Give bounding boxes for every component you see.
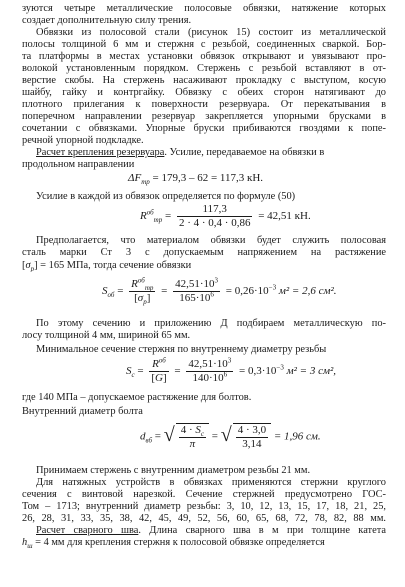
text-line: $[\sigma_р] = 165$ МПа, тогда сечение обвязки [22, 260, 192, 272]
text-line: плотного прилегания к поверхности резервуара. От перекатывания в [22, 99, 386, 110]
formula-bolt-diameter: $d_{вб}$ = √ $\frac{4 \cdot S_с}{\pi}$ = √ $\frac{4 \cdot 3,0}{3,14}$ = 1,96 см. [140, 424, 321, 450]
text-line: Том – 1713; внутренний диаметр резьбы: 3, 10, 12, 13, 15, 17, 18, 21, 25, [22, 501, 386, 512]
text-line: сочетании с обвязками. Упорные бруски прибиваются гвоздями к попе- [22, 123, 386, 134]
text-line: Принимаем стержень с внутренним диаметром резьбы 21 мм. [36, 465, 311, 476]
text-line: Предполагается, что материалом обвязки будет служить полосовая [36, 235, 386, 246]
text-line: Для натяжных устройств в обвязках применяются стержни круглого [36, 477, 386, 488]
text-line: зуются четыре металлические полосовые обвязки, натяжение которых [22, 3, 386, 14]
text-line: Расчет сварного шва. Длина сварного шва в м при толщине катета [36, 525, 386, 536]
text-line: лосу толщиной 4 мм, шириной 65 мм. [22, 330, 191, 341]
text-line: волокой установленным порядком. Стержень с резьбой вставляют в от- [22, 63, 386, 74]
text-line: поперечном направлении резервуар закрепляется упорными брусками в [22, 111, 386, 122]
text-line: где 140 МПа – допускаемое растяжение для болтов. [22, 392, 252, 403]
section-heading: Расчет сварного шва [36, 525, 139, 536]
text-line: продольном направлении [22, 159, 135, 170]
text-line: полосы толщиной 6 мм и стержня с резьбой, соединенных сваркой. Бор- [22, 39, 386, 50]
section-heading: Расчет крепления резервуара [36, 147, 165, 158]
text-line: речной упорной подкладке. [22, 135, 144, 146]
text-line: создает дополнительную силу трения. [22, 15, 192, 26]
formula-rod-section: $S_с$ = $\frac{R^{об}}{[G]}$ = $\frac{42,51\cdot 10^3}{140\cdot 10^6}$ = $0,3\cdot 10^{-3}$ м² = 3 см², [126, 356, 337, 384]
text-line: Минимальное сечение стержня по внутреннему диаметру резьбы [36, 344, 327, 355]
formula-force: $\Delta F_{тр} = 179,3 - 62 = 117,3$ кН. [128, 172, 264, 187]
text-line: Расчет крепления резервуара. Усилие, передаваемое на обвязки в [36, 147, 325, 158]
text-line: верстие скобы. На стержень насаживают прокладку с выступом, косую [22, 75, 386, 86]
text-line: 26, 28, 31, 33, 35, 38, 42, 45, 49, 52, 56, 60, 65, 68, 72, 78, 82, 88 мм. [22, 513, 386, 524]
text-line: По этому сечению и приложению Д подбираем металлическую по- [36, 318, 386, 329]
text-line: шайбу, гайку и контргайку. Обвязку с обеих сторон натягивают до [22, 87, 386, 98]
text-line: сечения с винтовой нарезкой. Сечение стержней предусмотрено ГОС- [22, 489, 386, 500]
text-line: сталь марки Ст 3 с допускаемым напряжением на растяжение [22, 247, 386, 258]
formula-per-tie: $R^{об}_{тр}$ = $\frac{117,3}{2 \cdot 4 \cdot 0,4 \cdot 0,86}$ = 42,51 кН. [140, 203, 311, 229]
text-line: Обвязки из полосовой стали (рисунок 15) состоит из металлической [36, 27, 386, 38]
text-line: $h_ш = 4$ мм для крепления стержня к полосовой обвязке определяется [22, 537, 325, 549]
text-line: Усилие в каждой из обвязок определяется по формуле (50) [36, 191, 296, 202]
formula-tie-section: $S_{об}$ = $\frac{R^{об}_{тр}}{[\sigma_р]}$ = $\frac{42,51\cdot 10^3}{165\cdot 10^6}$ = $0,26\cdot 10^{-3}$ м² = 2,6 см². [102, 276, 337, 307]
text-line: та платформы в местах установки обвязок открывают и увязывают про- [22, 51, 386, 62]
text-line: Внутренний диаметр болта [22, 406, 143, 417]
